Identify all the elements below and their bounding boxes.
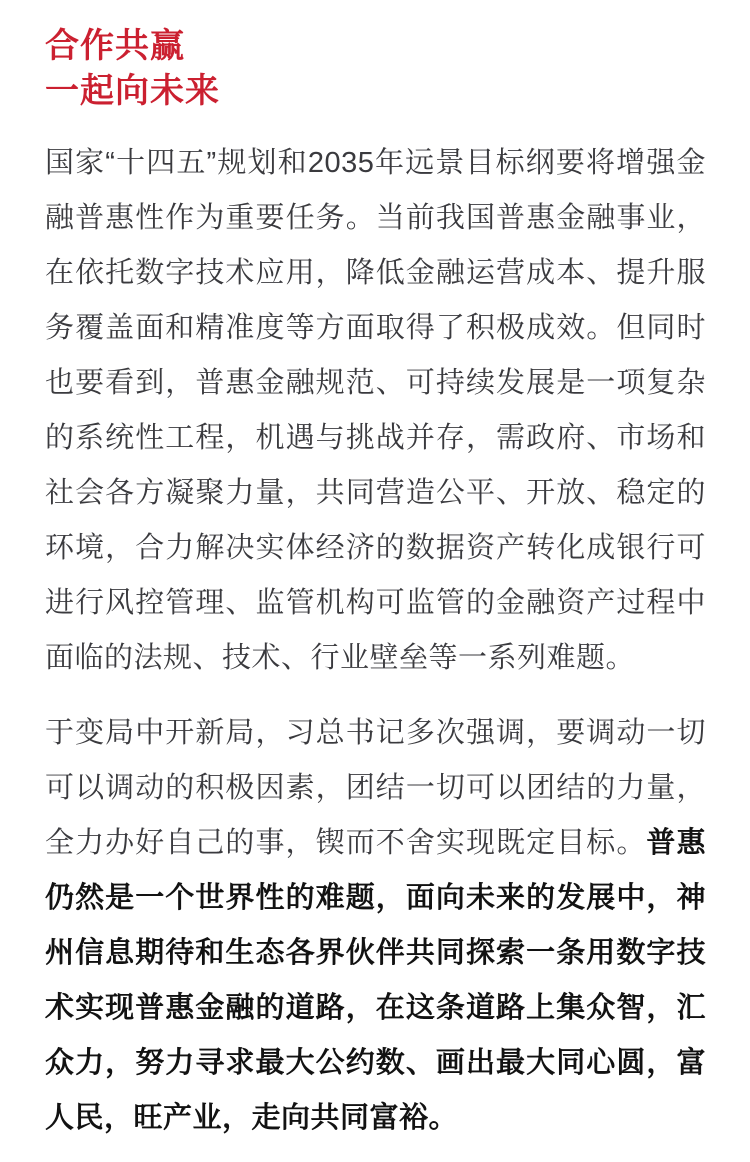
body-paragraph-1: 国家“十四五”规划和2035年远景目标纲要将增强金融普惠性作为重要任务。当前我国普惠金融事业，在依托数字技术应用，降低金融运营成本、提升服务覆盖面和精准度等方面取得了积极成效。但同时也要看到，普惠金融规范、可持续发展是一项复杂的系统性工程，机遇与挑战并存，需政府、市场和社会各方凝聚力量，共同营造公平、开放、稳定的环境，合力解决实体经济的数据资产转化成银行可进行风控管理、监管机构可监管的金融资产过程中面临的法规、技术、行业壁垒等一系列难题。: [45, 147, 706, 674]
article-title-line1: 合作共赢: [45, 27, 185, 65]
body-paragraph-2-regular: 于变局中开新局，习总书记多次强调，要调动一切可以调动的积极因素，团结一切可以团结的力量，全力办好自己的事，锲而不舍实现既定目标。: [45, 717, 706, 859]
article-title-line2: 一起向未来: [45, 72, 220, 110]
article-title: [45, 24, 706, 114]
body-paragraph-2: [45, 706, 706, 1146]
body-paragraph-2-bold: 普惠仍然是一个世界性的难题，面向未来的发展中，神州信息期待和生态各界伙伴共同探索一条用数字技术实现普惠金融的道路，在这条道路上集众智，汇众力，努力寻求最大公约数、画出最大同心圆，富人民，旺产业，走向共同富裕。: [45, 827, 706, 1134]
